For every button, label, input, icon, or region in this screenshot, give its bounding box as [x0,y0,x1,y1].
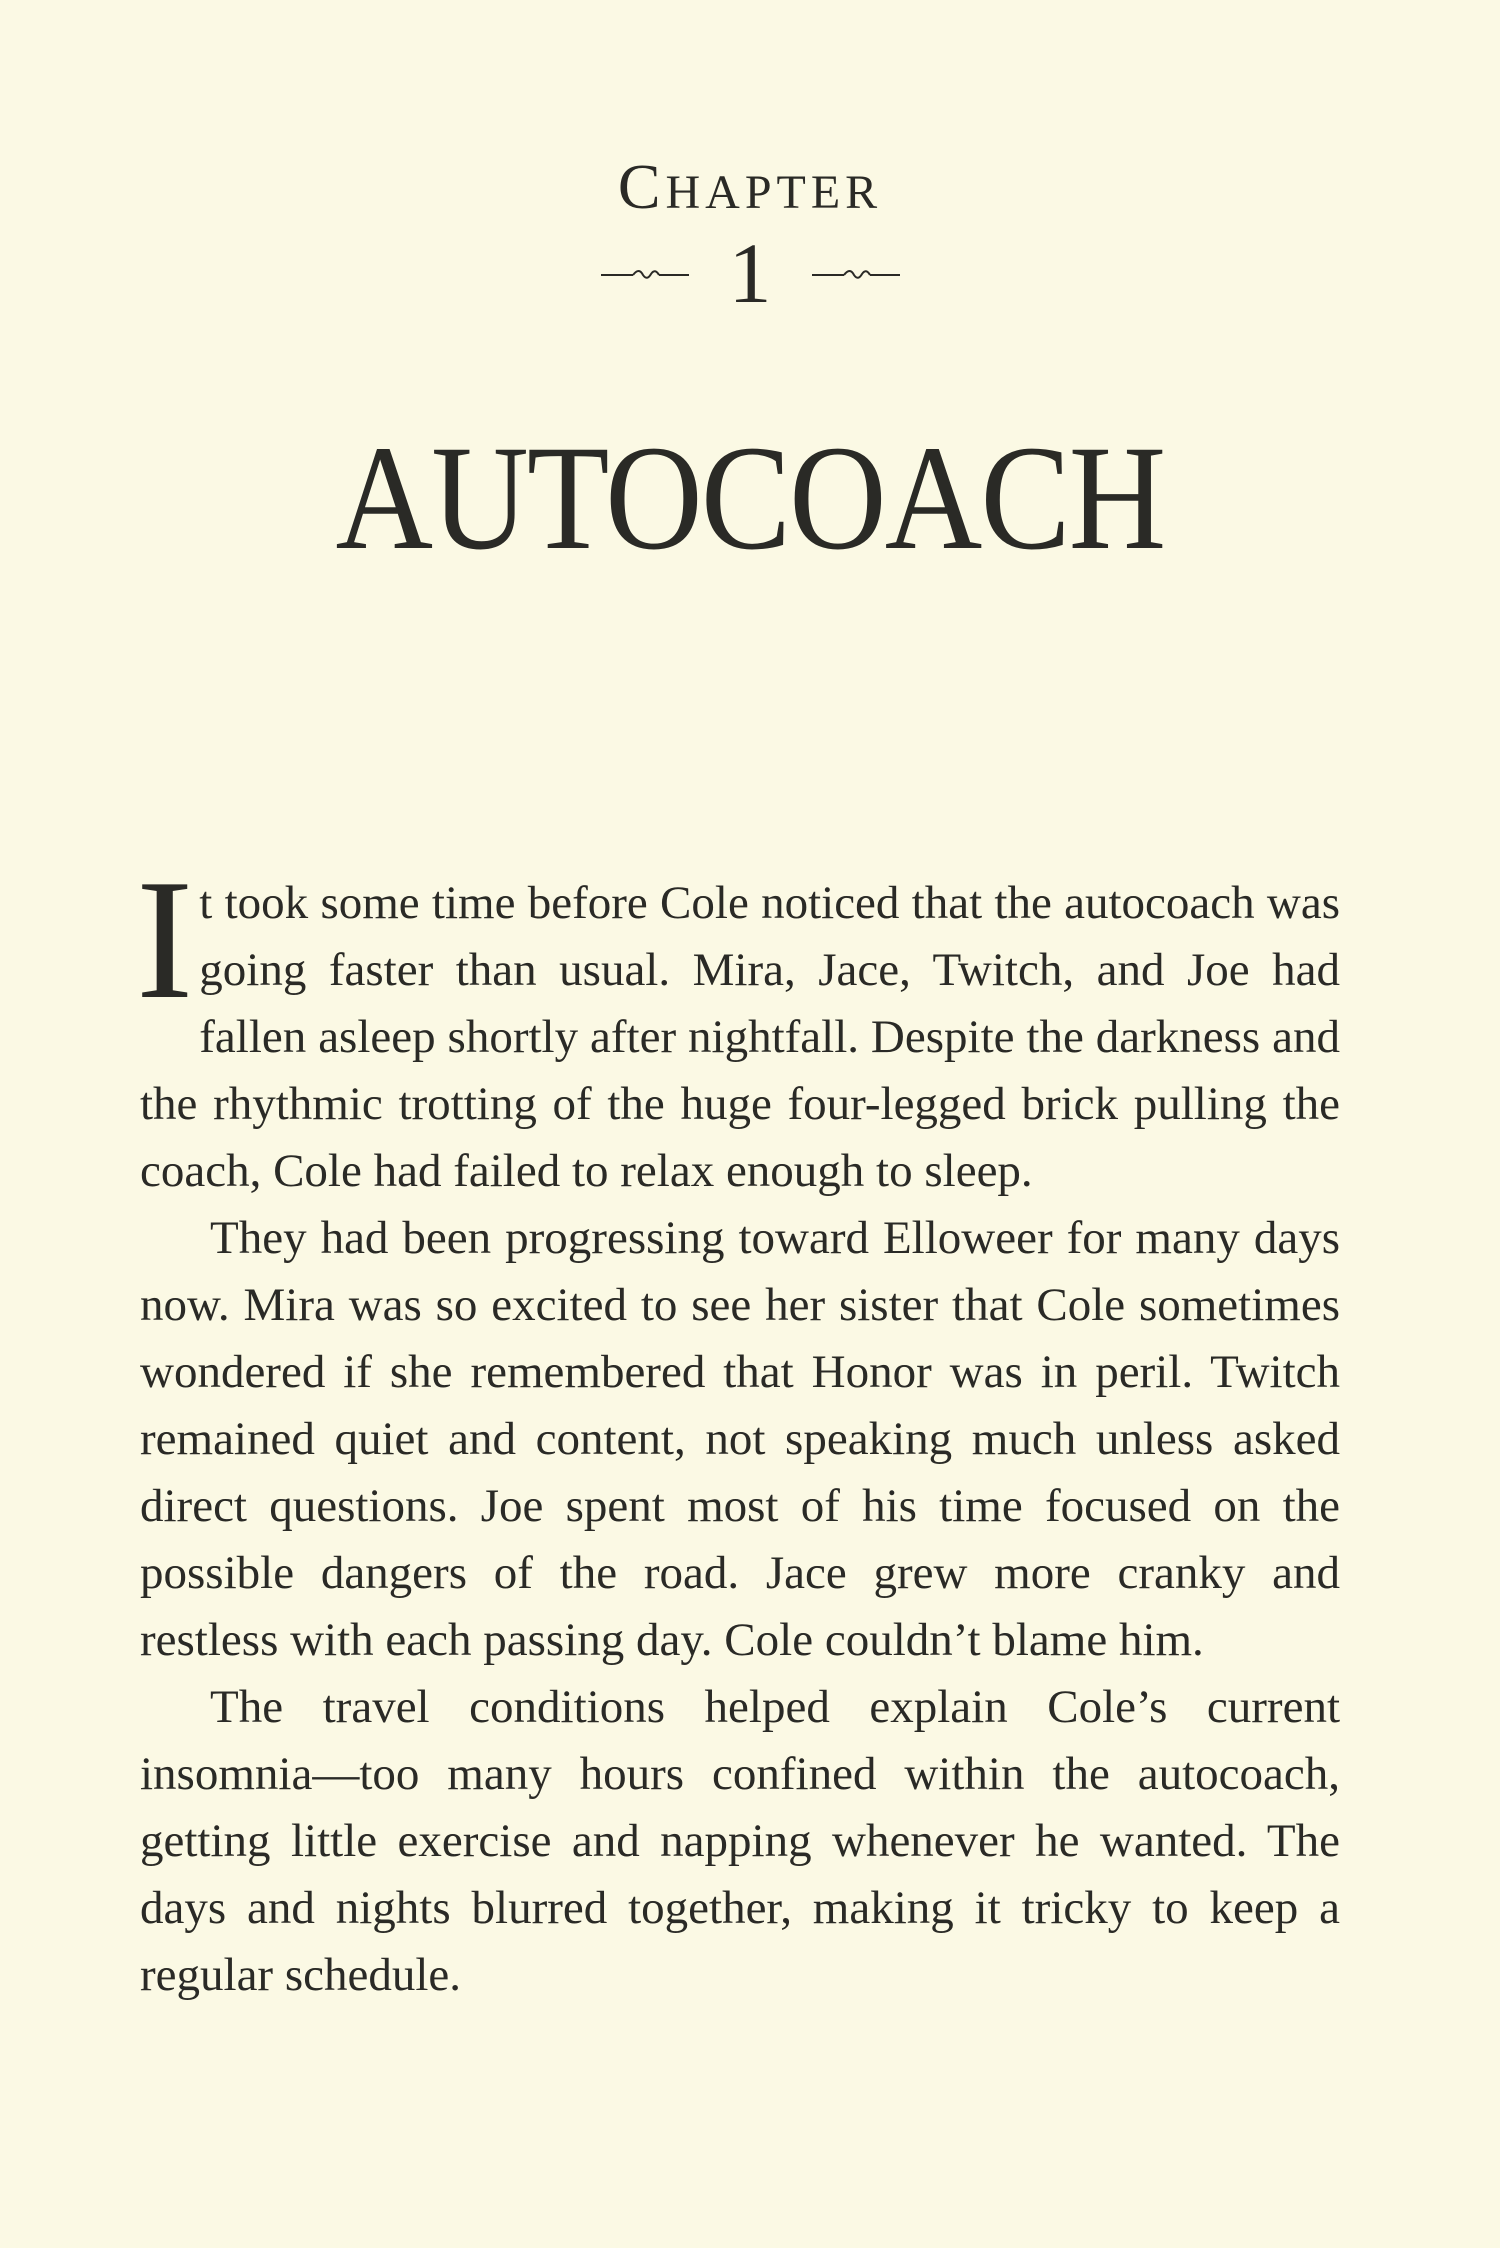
paragraph-text: t took some time before Cole noticed that the autocoach was going faster than usual. Mira, Jace, Twitch, and Joe had fallen asleep shortly after nightfall. Despite the darkness and the rhythmic trotting of the huge four-legged brick pulling the coach, Cole had failed to relax enough to sleep. [140,877,1340,1197]
paragraph [136,845,1340,1205]
paragraph: They had been progressing toward Elloweer for many days now. Mira was so excited to see her sister that Cole sometimes wondered if she remembered that Honor was in peril. Twitch remained quiet and content, not speaking much unless asked direct questions. Joe spent most of his time focused on the possible dangers of the road. Jace grew more cranky and restless with each passing day. Cole couldn’t blame him. [140,1212,1340,1666]
chapter-title: AUTOCOACH [335,415,1165,581]
chapter-number-row [0,225,1500,321]
chapter-label-rest: HAPTER [665,166,883,219]
flourish-ornament-icon [599,263,691,283]
paragraph: The travel conditions helped explain Cole’s current insomnia—too many hours confined within the autocoach, getting little exercise and napping whenever he wanted. The days and nights blurred together, making it tricky to keep a regular schedule. [140,1681,1340,2001]
flourish-ornament-icon [810,263,902,283]
chapter-number: 1 [728,225,772,321]
body-text [136,845,1340,2009]
chapter-label-initial: C [617,151,666,222]
drop-cap: I [136,845,194,1035]
chapter-label [0,150,1500,224]
